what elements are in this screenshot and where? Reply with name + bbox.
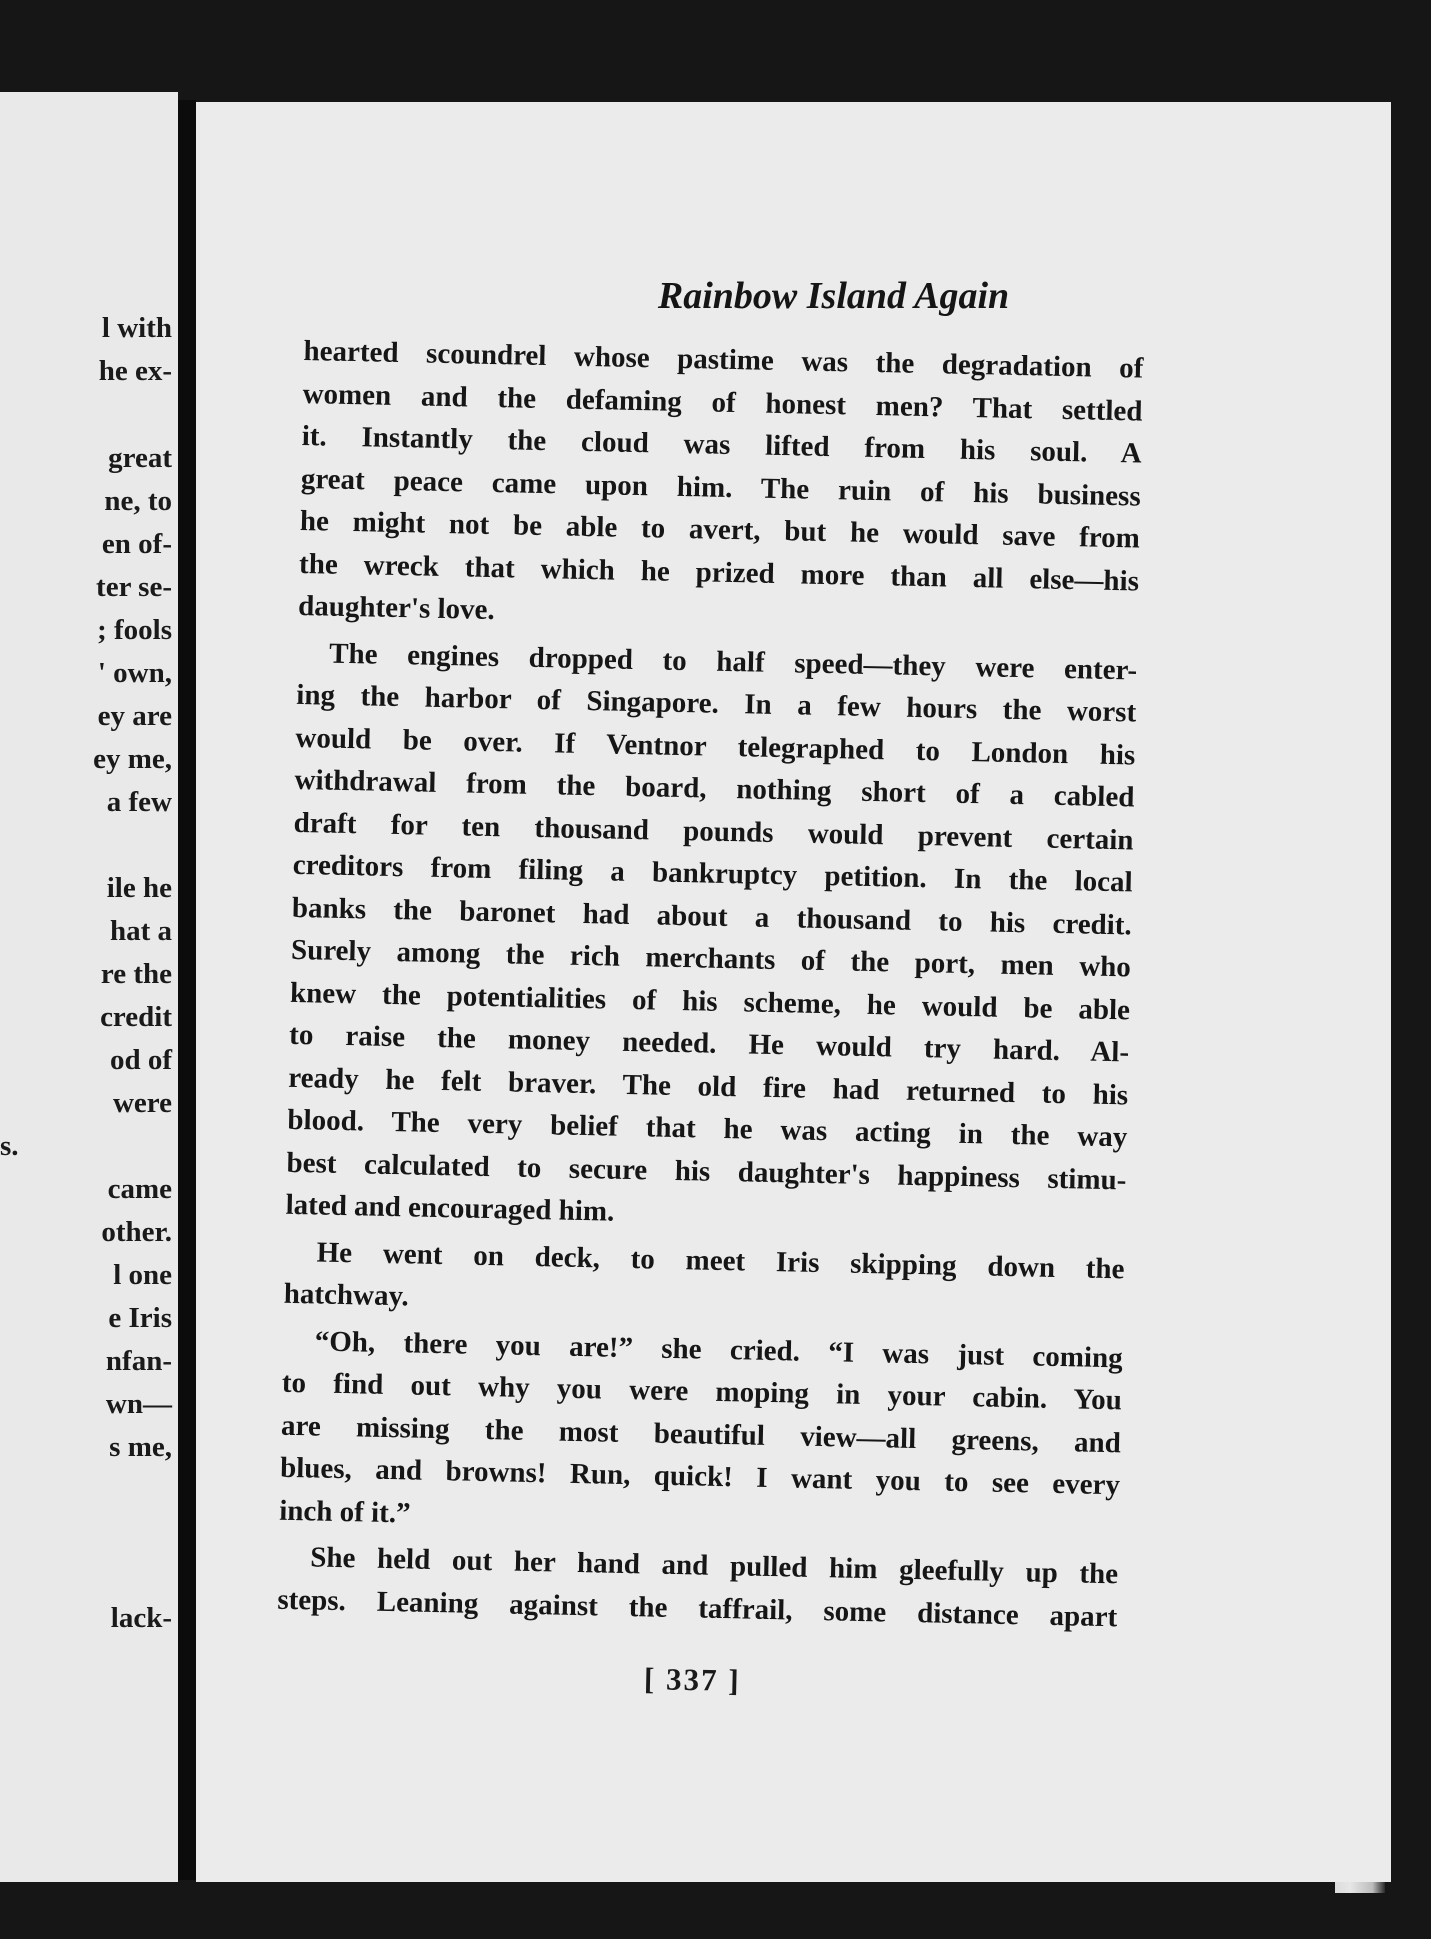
text-line: ing the harbor of Singapore. In a few hours the worst: [296, 678, 1137, 729]
left-page-line: en of-: [101, 528, 172, 560]
text-line: inch of it.”: [278, 1494, 411, 1529]
left-page-line: ne, to: [104, 485, 172, 517]
text-line: to raise the money needed. He would try hard. Al-: [288, 1018, 1130, 1069]
left-page-line: ; fools: [97, 614, 172, 646]
text-line: blood. The very belief that he was acting in the way: [287, 1103, 1128, 1154]
text-line: great peace came upon him. The ruin of his business: [300, 462, 1142, 513]
text-line: the wreck that which he prized more than all else—his: [298, 547, 1140, 598]
text-line: He went on deck, to meet Iris skipping down the: [316, 1235, 1125, 1285]
book-page: [196, 102, 1391, 1882]
text-line: draft for ten thousand pounds would prevent certain: [293, 806, 1134, 856]
left-page-line: od of: [109, 1044, 172, 1076]
left-page-line: wn—: [105, 1388, 172, 1420]
text-line: The engines dropped to half speed—they were enter-: [328, 637, 1138, 687]
text-line: it. Instantly the cloud was lifted from his soul. A: [301, 419, 1142, 470]
text-line: ready he felt braver. The old fire had returned to his: [288, 1061, 1129, 1111]
left-page-line: ter se-: [96, 571, 172, 603]
text-line: steps. Leaning against the taffrail, some distance apart: [277, 1583, 1118, 1633]
left-page-line: e Iris: [108, 1302, 172, 1334]
text-line: to find out why you were moping in your cabin. You: [281, 1366, 1123, 1417]
text-line: creditors from filing a bankruptcy petition. In the local: [292, 848, 1133, 899]
left-page-line: ey me,: [93, 743, 172, 775]
text-line: blues, and browns! Run, quick! I want you to see every: [279, 1451, 1121, 1502]
text-line: lated and encouraged him.: [285, 1188, 615, 1228]
text-line: Surely among the rich merchants of the port, men who: [290, 933, 1132, 984]
left-page-line: hat a: [109, 915, 172, 947]
text-line: women and the defaming of honest men? That settled: [302, 377, 1143, 428]
text-line: would be over. If Ventnor telegraphed to London his: [295, 721, 1136, 771]
text-line: banks the baronet had about a thousand to his credit.: [291, 891, 1133, 941]
left-page-line: credit: [100, 1001, 172, 1033]
text-line: daughter's love.: [297, 589, 496, 627]
left-page-line: came: [107, 1173, 172, 1205]
text-line: he might not be able to avert, but he would save from: [299, 504, 1141, 555]
left-page-line: l one: [113, 1259, 172, 1291]
left-page-line: great: [108, 442, 172, 474]
body-text: [277, 330, 1144, 1638]
left-page-line: were: [112, 1087, 172, 1119]
running-head: Rainbow Island Again: [657, 275, 1010, 317]
text-line: are missing the most beautiful view—all greens, and: [280, 1409, 1122, 1459]
left-page-fragment: [0, 92, 178, 1882]
left-page-line: nfan-: [105, 1345, 172, 1377]
text-line: She held out her hand and pulled him gleefully up the: [309, 1541, 1119, 1591]
left-page-line: re the: [100, 958, 172, 990]
left-page-line: ile he: [106, 872, 172, 904]
left-page-line: he ex-: [98, 355, 172, 387]
text-line: withdrawal from the board, nothing short of a cabled: [294, 763, 1135, 814]
book-gutter: [178, 100, 196, 1880]
left-page-line: ey are: [97, 700, 172, 732]
page-number: [ 337 ]: [643, 1660, 742, 1699]
left-page-line: a few: [106, 786, 172, 818]
text-line: best calculated to secure his daughter's happiness stimu-: [286, 1146, 1127, 1196]
text-line: “Oh, there you are!” she cried. “I was just coming: [314, 1324, 1123, 1374]
left-page-line: ' own,: [97, 657, 172, 689]
left-page-line: s me,: [109, 1431, 172, 1463]
left-page-line: s.: [0, 1130, 19, 1162]
text-line: hearted scoundrel whose pastime was the degradation of: [303, 334, 1144, 385]
text-line: knew the potentialities of his scheme, he would be able: [289, 976, 1131, 1026]
left-page-line: l with: [101, 312, 172, 344]
text-line: hatchway.: [283, 1277, 410, 1313]
left-page-line: other.: [101, 1216, 172, 1248]
left-page-line: lack-: [110, 1602, 172, 1634]
